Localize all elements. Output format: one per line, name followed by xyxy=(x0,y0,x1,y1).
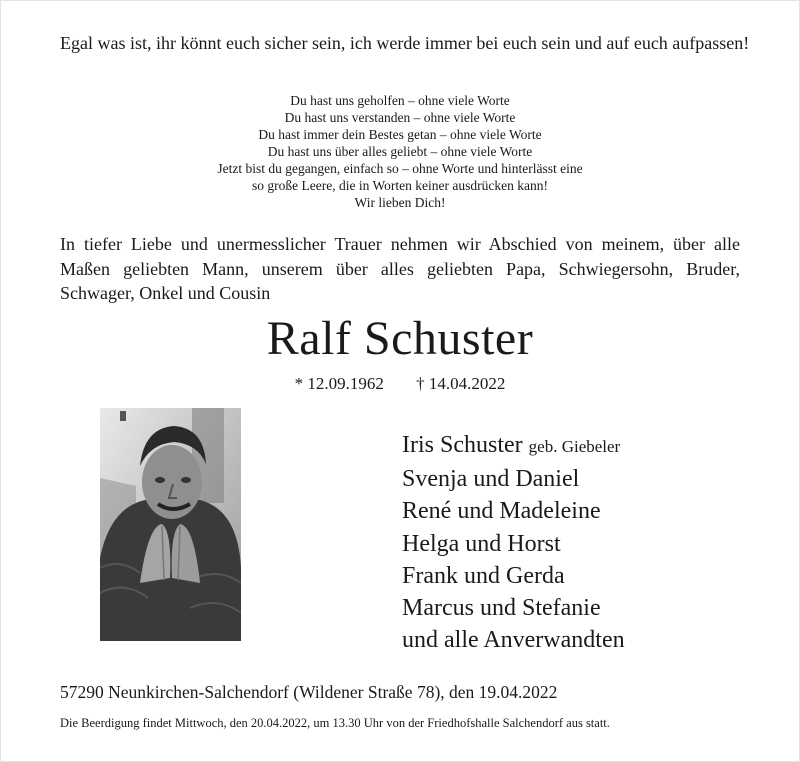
address-line: 57290 Neunkirchen-Salchendorf (Wildener Straße 78), den 19.04.2022 xyxy=(60,682,558,702)
deceased-name: Ralf Schuster xyxy=(266,312,534,365)
family-member xyxy=(402,429,762,463)
portrait-illustration xyxy=(100,408,241,641)
poem-line: Du hast uns über alles geliebt – ohne viele Worte xyxy=(267,144,533,159)
family-member: Svenja und Daniel xyxy=(402,466,580,493)
poem-line: so große Leere, die in Worten keiner ausdrücken kann! xyxy=(252,178,548,193)
birth-date: * 12.09.1962 xyxy=(294,374,384,393)
poem-line: Jetzt bist du gegangen, einfach so – ohne Worte und hinterlässt eine xyxy=(217,161,583,176)
family-member: Frank und Gerda xyxy=(402,562,565,589)
poem-line: Du hast uns verstanden – ohne viele Worte xyxy=(284,110,516,125)
death-date: † 14.04.2022 xyxy=(416,374,506,393)
family-member: René und Madeleine xyxy=(402,498,601,525)
funeral-notice: Die Beerdigung findet Mittwoch, den 20.04.2022, um 13.30 Uhr von der Friedhofshalle Salchendorf aus statt. xyxy=(60,716,610,730)
mourning-text: In tiefer Liebe und unermesslicher Trauer nehmen wir Abschied von meinem, über alle Maßen geliebten Mann, unserem über alles geliebten Papa, Schwiegersohn, Bruder, Schwager, Onkel und Cousin xyxy=(60,234,740,303)
family-list xyxy=(402,429,762,656)
maiden-name: geb. Giebeler xyxy=(528,437,621,456)
poem xyxy=(100,92,700,211)
poem-line: Du hast immer dein Bestes getan – ohne viele Worte xyxy=(258,127,542,142)
intro-quote: Egal was ist, ihr könnt euch sicher sein, ich werde immer bei euch sein und auf euch aufpassen! xyxy=(60,33,750,53)
family-member: Marcus und Stefanie xyxy=(402,595,601,622)
family-member: Helga und Horst xyxy=(402,530,561,557)
poem-line: Du hast uns geholfen – ohne viele Worte xyxy=(290,93,510,108)
life-dates xyxy=(0,372,800,396)
family-member-name: Iris Schuster xyxy=(402,432,523,458)
family-member: und alle Anverwandten xyxy=(402,627,625,654)
portrait-photo xyxy=(100,408,241,641)
poem-line: Wir lieben Dich! xyxy=(354,195,446,210)
